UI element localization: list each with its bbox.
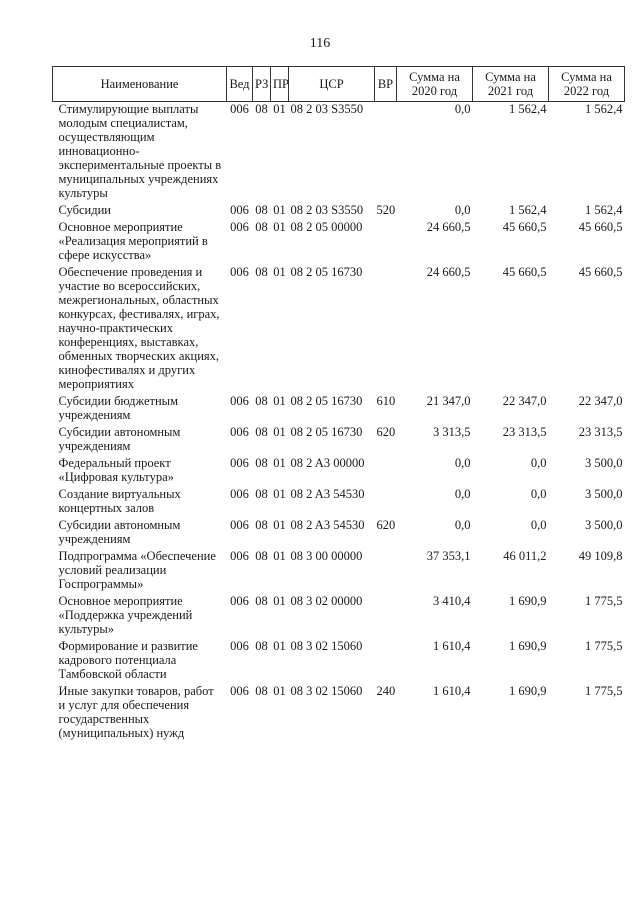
row-vr: [375, 265, 397, 394]
row-sum-2022: 1 562,4: [585, 203, 623, 217]
row-sum-2022: 1 562,4: [585, 102, 623, 116]
row-pr: 01: [273, 265, 286, 279]
row-ved: 006: [230, 220, 249, 234]
row-ved: 006: [230, 425, 249, 439]
row-sum-2020: 0,0: [454, 203, 471, 217]
row-ved: 006: [230, 203, 249, 217]
row-pr: 01: [273, 639, 286, 653]
row-sum-2021: 0,0: [530, 487, 547, 501]
row-rz: 08: [255, 518, 268, 532]
row-ved: 006: [230, 549, 249, 563]
row-pr: 01: [273, 425, 286, 439]
row-sum-2020: 3 313,5: [433, 425, 471, 439]
row-name: Создание виртуальных концертных залов: [58, 487, 181, 515]
row-csr: 08 3 00 00000: [290, 549, 363, 563]
row-pr: 01: [273, 549, 286, 563]
header-sum-2022: Сумма на 2022 год: [549, 67, 625, 102]
table-row: [53, 265, 625, 394]
table-row: [53, 518, 625, 549]
header-sum-2020: Сумма на 2020 год: [397, 67, 473, 102]
row-sum-2021: 23 313,5: [502, 425, 547, 439]
row-rz: 08: [255, 639, 268, 653]
row-ved: 006: [230, 487, 249, 501]
row-csr: 08 3 02 15060: [290, 684, 363, 698]
row-sum-2022: 1 775,5: [585, 684, 623, 698]
row-sum-2022: 1 775,5: [585, 594, 623, 608]
row-pr: 01: [273, 684, 286, 698]
row-sum-2022: 22 347,0: [578, 394, 623, 408]
row-csr: 08 2 05 16730: [290, 265, 363, 279]
row-name: Субсидии: [58, 203, 111, 217]
row-vr: 620: [376, 518, 396, 532]
row-vr: [375, 594, 397, 639]
header-rz: РЗ: [253, 67, 271, 102]
row-ved: 006: [230, 102, 249, 116]
row-ved: 006: [230, 594, 249, 608]
row-sum-2020: 0,0: [454, 487, 471, 501]
row-sum-2021: 46 011,2: [503, 549, 547, 563]
row-rz: 08: [255, 594, 268, 608]
table-row: [53, 394, 625, 425]
row-sum-2021: 45 660,5: [502, 265, 547, 279]
header-ved: Вед: [227, 67, 253, 102]
row-rz: 08: [255, 102, 268, 116]
row-vr: [375, 102, 397, 204]
row-csr: 08 2 05 00000: [290, 220, 363, 234]
row-rz: 08: [255, 684, 268, 698]
row-vr: 240: [376, 684, 396, 698]
row-name: Формирование и развитие кадрового потенциала Тамбовской области: [58, 639, 198, 681]
row-sum-2020: 3 410,4: [433, 594, 471, 608]
row-ved: 006: [230, 456, 249, 470]
table-row: [53, 220, 625, 265]
row-ved: 006: [230, 265, 249, 279]
header-pr: ПР: [271, 67, 289, 102]
row-sum-2021: 0,0: [530, 518, 547, 532]
row-pr: 01: [273, 594, 286, 608]
row-ved: 006: [230, 518, 249, 532]
table-row: [53, 456, 625, 487]
row-csr: 08 2 03 S3550: [290, 203, 364, 217]
row-sum-2020: 0,0: [454, 102, 471, 116]
row-sum-2020: 1 610,4: [433, 639, 471, 653]
row-pr: 01: [273, 487, 286, 501]
row-name: Стимулирующие выплаты молодым специалистам, осуществляющим инновационно-экспериментальные проекты в муниципальных учреждениях культуры: [58, 102, 222, 200]
row-csr: 08 2 05 16730: [290, 425, 363, 439]
table-row: [53, 203, 625, 220]
row-ved: 006: [230, 394, 249, 408]
table-row: [53, 684, 625, 743]
row-ved: 006: [230, 639, 249, 653]
row-sum-2022: 3 500,0: [585, 518, 623, 532]
budget-table: [52, 66, 625, 743]
row-pr: 01: [273, 220, 286, 234]
row-sum-2021: 1 690,9: [509, 684, 547, 698]
header-sum-2021: Сумма на 2021 год: [473, 67, 549, 102]
row-rz: 08: [255, 394, 268, 408]
row-vr: [375, 487, 397, 518]
row-pr: 01: [273, 102, 286, 116]
table-body: [53, 102, 625, 744]
table-row: [53, 594, 625, 639]
row-name: Субсидии бюджетным учреждениям: [58, 394, 178, 422]
row-csr: 08 3 02 15060: [290, 639, 363, 653]
row-sum-2022: 45 660,5: [578, 265, 623, 279]
table-row: [53, 425, 625, 456]
row-vr: [375, 220, 397, 265]
row-csr: 08 2 A3 00000: [290, 456, 365, 470]
row-name: Субсидии автономным учреждениям: [58, 518, 181, 546]
row-rz: 08: [255, 425, 268, 439]
row-rz: 08: [255, 220, 268, 234]
row-sum-2021: 0,0: [530, 456, 547, 470]
row-csr: 08 3 02 00000: [290, 594, 363, 608]
table-row: [53, 639, 625, 684]
row-name: Иные закупки товаров, работ и услуг для обеспечения государственных (муниципальных) нужд: [58, 684, 214, 740]
row-sum-2020: 37 353,1: [426, 549, 471, 563]
row-name: Основное мероприятие «Реализация мероприятий в сфере искусства»: [58, 220, 208, 262]
row-sum-2020: 24 660,5: [426, 220, 471, 234]
row-sum-2022: 49 109,8: [578, 549, 623, 563]
table-row: [53, 102, 625, 204]
row-name: Федеральный проект «Цифровая культура»: [58, 456, 174, 484]
table-row: [53, 487, 625, 518]
header-name: Наименование: [53, 67, 227, 102]
row-vr: [375, 549, 397, 594]
row-sum-2020: 24 660,5: [426, 265, 471, 279]
table-row: [53, 549, 625, 594]
row-vr: [375, 456, 397, 487]
row-pr: 01: [273, 203, 286, 217]
row-rz: 08: [255, 265, 268, 279]
table-header-row: [53, 67, 625, 102]
row-sum-2021: 1 690,9: [509, 594, 547, 608]
row-csr: 08 2 03 S3550: [290, 102, 364, 116]
row-sum-2020: 1 610,4: [433, 684, 471, 698]
row-rz: 08: [255, 549, 268, 563]
row-sum-2021: 1 562,4: [509, 203, 547, 217]
row-vr: 520: [376, 203, 396, 217]
row-name: Обеспечение проведения и участие во всероссийских, межрегиональных, областных конкурсах, фестивалях, играх, научно-практических конференциях, выставках, обменных творческих акциях, кинофестивалях и других мероприятиях: [58, 265, 220, 391]
row-sum-2021: 1 690,9: [509, 639, 547, 653]
page-number: 116: [309, 36, 331, 51]
row-name: Подпрограмма «Обеспечение условий реализации Госпрограммы»: [58, 549, 216, 591]
row-rz: 08: [255, 203, 268, 217]
row-rz: 08: [255, 487, 268, 501]
row-ved: 006: [230, 684, 249, 698]
row-sum-2020: 0,0: [454, 518, 471, 532]
row-pr: 01: [273, 518, 286, 532]
row-sum-2022: 3 500,0: [585, 456, 623, 470]
header-csr: ЦСР: [289, 67, 375, 102]
row-sum-2021: 45 660,5: [502, 220, 547, 234]
row-rz: 08: [255, 456, 268, 470]
row-pr: 01: [273, 394, 286, 408]
row-pr: 01: [273, 456, 286, 470]
header-vr: ВР: [375, 67, 397, 102]
row-csr: 08 2 A3 54530: [290, 487, 365, 501]
row-vr: 610: [376, 394, 396, 408]
row-sum-2022: 23 313,5: [578, 425, 623, 439]
row-sum-2022: 1 775,5: [585, 639, 623, 653]
row-name: Основное мероприятие «Поддержка учреждений культуры»: [58, 594, 193, 636]
row-vr: [375, 639, 397, 684]
row-sum-2020: 0,0: [454, 456, 471, 470]
row-vr: 620: [376, 425, 396, 439]
row-csr: 08 2 A3 54530: [290, 518, 365, 532]
row-sum-2020: 21 347,0: [426, 394, 471, 408]
row-csr: 08 2 05 16730: [290, 394, 363, 408]
row-sum-2021: 1 562,4: [509, 102, 547, 116]
row-sum-2022: 3 500,0: [585, 487, 623, 501]
row-sum-2022: 45 660,5: [578, 220, 623, 234]
row-name: Субсидии автономным учреждениям: [58, 425, 181, 453]
row-sum-2021: 22 347,0: [502, 394, 547, 408]
